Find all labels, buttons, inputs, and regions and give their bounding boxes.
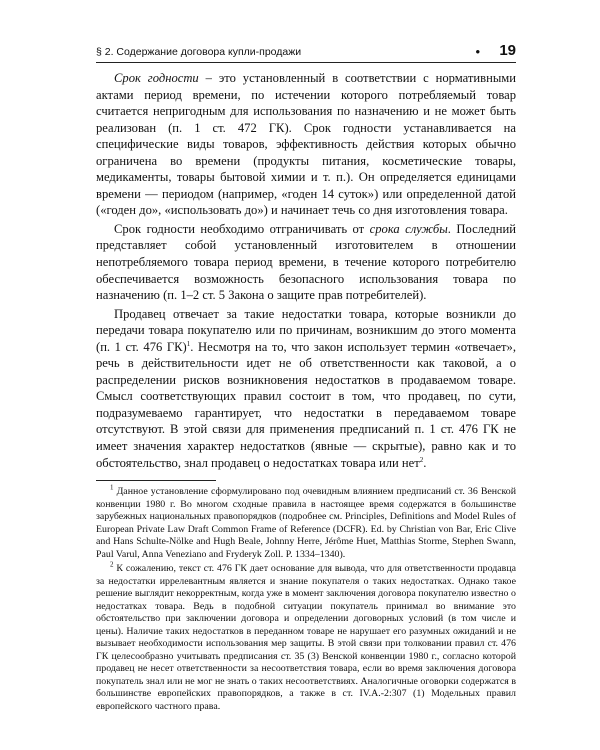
bullet-icon: •	[475, 44, 480, 59]
page-number: 19	[499, 42, 516, 59]
footnote-rule	[96, 480, 216, 481]
paragraph-3-text-c: .	[423, 455, 427, 470]
paragraph-2-text-a: Срок годности необходимо отграничивать от	[114, 221, 370, 236]
section-title: § 2. Содержание договора купли-продажи	[96, 46, 302, 58]
header-rule	[96, 62, 516, 63]
main-text	[96, 70, 516, 473]
footnote-1	[96, 483, 516, 561]
paragraph-1	[96, 70, 516, 219]
running-header	[96, 42, 516, 62]
footnote-1-mark: 1	[110, 483, 114, 492]
term-service-life: срока службы	[369, 221, 448, 236]
footnote-ref-1: 1	[186, 339, 191, 348]
paragraph-1-text: – это установленный в соответствии с нормативными актами период времени, по истечении которого потребляемый товар считается непригодным для использования по назначению и не может быть реализован (п. 1 ст. 472 ГК). Срок годности устанавливается на специфические виды товаров, эффективность действия которых обычно ограничена во времени (продукты питания, косметические товары, медикаменты, товары бытовой химии и т. п.). Он определяется единицами времени — периодом (например, «годен 14 суток») или определенной датой («годен до», «использовать до») и начинает течь со дня изготовления товара.	[96, 71, 516, 218]
paragraph-3	[96, 306, 516, 471]
footnote-2	[96, 560, 516, 713]
paragraph-3-text-b: . Несмотря на то, что закон использует термин «отвечает», речь в действительности идет не об ответственности как таковой, а о распределении рисков возникновения недостатков в продаваемом товаре. Смысл соответствующих правил состоит в том, что продавец, по сути, подразумеваемо гарантирует, что недостатки в передаваемом товаре отсутствуют. В этой связи для применения предписаний п. 1 ст. 476 ГК не имеет значения характер недостатков (явные — скрытые), равно как и то обстоятельство, знал продавец о недостатках товара или нет	[96, 339, 516, 470]
footnote-ref-2: 2	[419, 455, 424, 464]
footnotes	[96, 483, 516, 715]
paragraph-2	[96, 221, 516, 304]
footnote-1-text: Данное установление сформулировано под очевидным влиянием предписаний ст. 36 Венской конвенции 1980 г. Во многом сходные правила в настоящее время содержатся в большинстве зарубежных национальных правопорядков (подробнее см. Principles, Definitions and Model Rules of European Private Law Draft Common Frame of Reference (DCFR). Ed. by Christian von Bar, Eric Clive and Hans Schulte-Nölke and Hugh Beale, Johnny Herre, Jérôme Huet, Matthias Storme, Stephen Swann, Paul Varul, Anna Veneziano and Fryderyk Zoll. P. 1334–1340).	[96, 486, 516, 560]
footnote-2-mark: 2	[110, 560, 114, 569]
paragraph-3-text-a: Продавец отвечает за такие недостатки товара, которые возникли до передачи товара покупателю или по причинам, возникшим до этого момента (п. 1 ст. 476 ГК)	[96, 306, 516, 354]
footnote-2-text: К сожалению, текст ст. 476 ГК дает основание для вывода, что для ответственности продавца за недостатки иррелевантным является и знание покупателя о таких недостатках. Однако такое решение выглядит некорректным, когда уже в момент заключения договора покупателю известно о недостатках товара. Ведь в подобной ситуации покупатель принимал во внимание это обстоятельство при заключении договора и определении договорных условий (в том числе и цены). Наличие таких недостатков в переданном товаре не нарушает его разумных ожиданий и не вызывает необходимости использования мер защиты. В этой связи при толковании правил ст. 476 ГК целесообразно учитывать предписания ст. 35 (3) Венской конвенции 1980 г., согласно которой продавец не несет ответственности за несоответствия товара, если во время заключения договора покупатель знал или не мог не знать о таких несоответствиях. Аналогичные оговорки содержатся в большинстве европейских правопорядков, а также в ст. IV.A.-2:307 (1) Модельных правил европейского частного права.	[96, 563, 516, 712]
paragraph-2-text-b: . Последний представляет собой установленный изготовителем в отношении непотребляемого товара период времени, в течение которого потребителю обеспечивается возможность безопасного использования товара по назначению (п. 1–2 ст. 5 Закона о защите прав потребителей).	[96, 221, 516, 303]
term-expiry: Срок годности	[114, 71, 199, 85]
